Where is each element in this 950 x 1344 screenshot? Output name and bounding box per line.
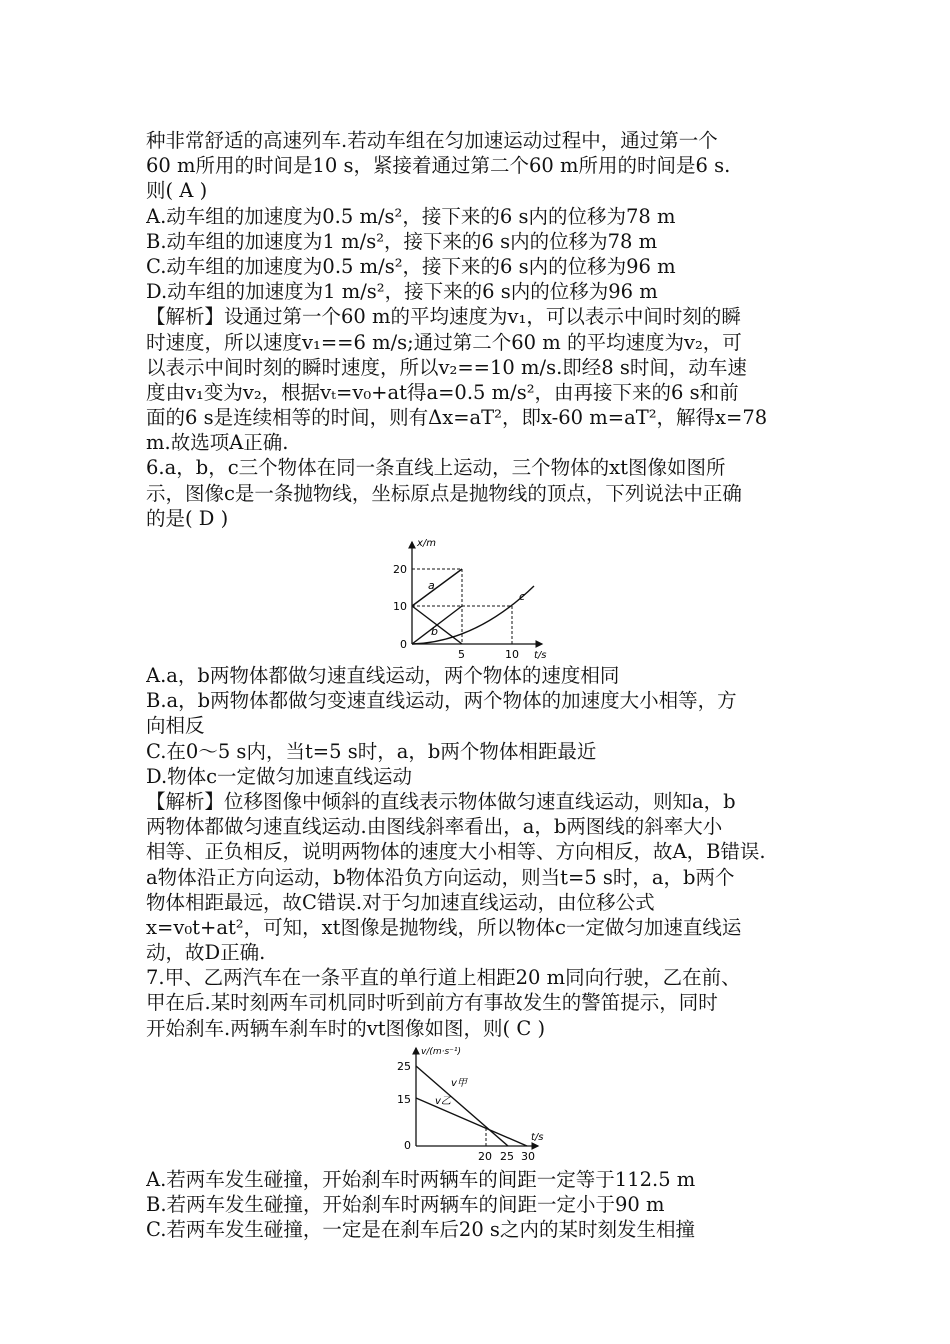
xt-graph-figure bbox=[146, 534, 810, 660]
question-7 bbox=[146, 965, 810, 1242]
question-stem: 的是( D ) bbox=[146, 506, 229, 530]
option-a: A.a，b两物体都做匀速直线运动，两个物体的速度相同 bbox=[146, 664, 620, 687]
option-b: B.动车组的加速度为1 m/s²，接下来的6 s内的位移为78 m bbox=[146, 229, 658, 253]
x-tick-label: 30 bbox=[521, 1149, 535, 1163]
y-axis-label: v/(m·s⁻¹) bbox=[421, 1046, 462, 1057]
option-a: A.若两车发生碰撞，开始刹车时两辆车的间距一定等于112.5 m bbox=[146, 1167, 696, 1191]
vt-graph-figure bbox=[146, 1044, 810, 1164]
question-stem: 7.甲、乙两汽车在一条平直的单行道上相距20 m同向行驶，乙在前、 bbox=[146, 966, 741, 990]
text-line: 种非常舒适的高速列车.若动车组在匀加速运动过程中，通过第一个 bbox=[146, 129, 718, 152]
option-c: C.动车组的加速度为0.5 m/s²，接下来的6 s内的位移为96 m bbox=[146, 254, 676, 278]
curve-label-c: c bbox=[519, 590, 526, 603]
question-stem: 示，图像c是一条抛物线，坐标原点是抛物线的顶点，下列说法中正确 bbox=[146, 481, 742, 505]
y-tick-label: 0 bbox=[400, 638, 407, 651]
question-stem: 6.a，b，c三个物体在同一条直线上运动，三个物体的xt图像如图所 bbox=[146, 456, 726, 480]
analysis-line: 面的6 s是连续相等的时间，则有Δx=aT²，即x-60 m=aT²，解得x=78 bbox=[146, 406, 768, 430]
vt-graph bbox=[146, 1044, 810, 1164]
analysis-line: 动，故D正确. bbox=[146, 941, 266, 965]
text-line: 60 m所用的时间是10 s，紧接着通过第二个60 m所用的时间是6 s. bbox=[146, 154, 731, 178]
analysis-line: 度由v₁变为v₂，根据vₜ=v₀+at得a=0.5 m/s²，由再接下来的6 s和前 bbox=[146, 380, 739, 404]
x-tick-label: 25 bbox=[500, 1149, 514, 1163]
analysis-line: 相等、正负相反，说明两物体的速度大小相等、方向相反，故A，B错误. bbox=[146, 840, 766, 864]
question-5 bbox=[146, 128, 810, 455]
x-tick-label: 10 bbox=[505, 648, 519, 660]
analysis-line: 时速度，所以速度v₁==6 m/s;通过第二个60 m 的平均速度为v₂，可 bbox=[146, 330, 742, 354]
x-axis-label: t/s bbox=[531, 1131, 544, 1143]
y-axis-label: x/m bbox=[417, 538, 437, 549]
analysis-line: 【解析】设通过第一个60 m的平均速度为v₁，可以表示中间时刻的瞬 bbox=[146, 305, 741, 329]
line-v-yi bbox=[416, 1095, 527, 1146]
x-tick-label: 5 bbox=[458, 648, 465, 660]
y-tick-label: 0 bbox=[404, 1138, 411, 1152]
option-d: D.物体c一定做匀加速直线运动 bbox=[146, 764, 413, 788]
x-axis-label: t/s bbox=[534, 650, 547, 660]
curve-label-b: b bbox=[431, 625, 438, 638]
question-stem: 甲在后.某时刻两车司机同时听到前方有事故发生的警笛提示，同时 bbox=[146, 991, 718, 1015]
analysis-line: m.故选项A正确. bbox=[146, 431, 289, 455]
curve-label-v-jia: v甲 bbox=[451, 1077, 467, 1089]
line-a bbox=[412, 569, 462, 606]
option-c: C.若两车发生碰撞，一定是在刹车后20 s之内的某时刻发生相撞 bbox=[146, 1218, 695, 1242]
option-c: C.在0～5 s内，当t=5 s时，a，b两个物体相距最近 bbox=[146, 739, 597, 763]
y-tick-label: 10 bbox=[393, 600, 407, 613]
analysis-line: 以表示中间时刻的瞬时速度，所以v₂==10 m/s.即经8 s时间，动车速 bbox=[146, 355, 747, 379]
xt-graph bbox=[146, 534, 810, 660]
x-tick-label: 20 bbox=[478, 1149, 492, 1163]
document-page bbox=[146, 128, 810, 1242]
option-b-cont: 向相反 bbox=[146, 714, 205, 738]
curve-label-a: a bbox=[428, 579, 435, 592]
analysis-line: 两物体都做匀速直线运动.由图线斜率看出，a，b两图线的斜率大小 bbox=[146, 815, 723, 839]
y-tick-label: 25 bbox=[397, 1059, 411, 1073]
text-line: 则( A ) bbox=[146, 179, 208, 203]
option-b: B.a，b两物体都做匀变速直线运动，两个物体的加速度大小相等，方 bbox=[146, 689, 737, 713]
option-a: A.动车组的加速度为0.5 m/s²，接下来的6 s内的位移为78 m bbox=[146, 204, 676, 228]
y-tick-label: 15 bbox=[397, 1092, 411, 1106]
option-d: D.动车组的加速度为1 m/s²，接下来的6 s内的位移为96 m bbox=[146, 280, 658, 304]
option-b: B.若两车发生碰撞，开始刹车时两辆车的间距一定小于90 m bbox=[146, 1193, 665, 1216]
curve-label-v-yi: v乙 bbox=[435, 1095, 451, 1107]
y-tick-label: 20 bbox=[393, 563, 407, 576]
analysis-line: x=v₀t+at²，可知，xt图像是抛物线，所以物体c一定做匀加速直线运 bbox=[146, 915, 742, 939]
question-stem: 开始刹车.两辆车刹车时的vt图像如图，则( C ) bbox=[146, 1016, 546, 1040]
analysis-line: 【解析】位移图像中倾斜的直线表示物体做匀速直线运动，则知a，b bbox=[146, 789, 736, 813]
analysis-line: a物体沿正方向运动，b物体沿负方向运动，则当t=5 s时，a，b两个 bbox=[146, 865, 735, 889]
analysis-line: 物体相距最远，故C错误.对于匀加速直线运动，由位移公式 bbox=[146, 890, 655, 914]
question-6 bbox=[146, 455, 810, 965]
